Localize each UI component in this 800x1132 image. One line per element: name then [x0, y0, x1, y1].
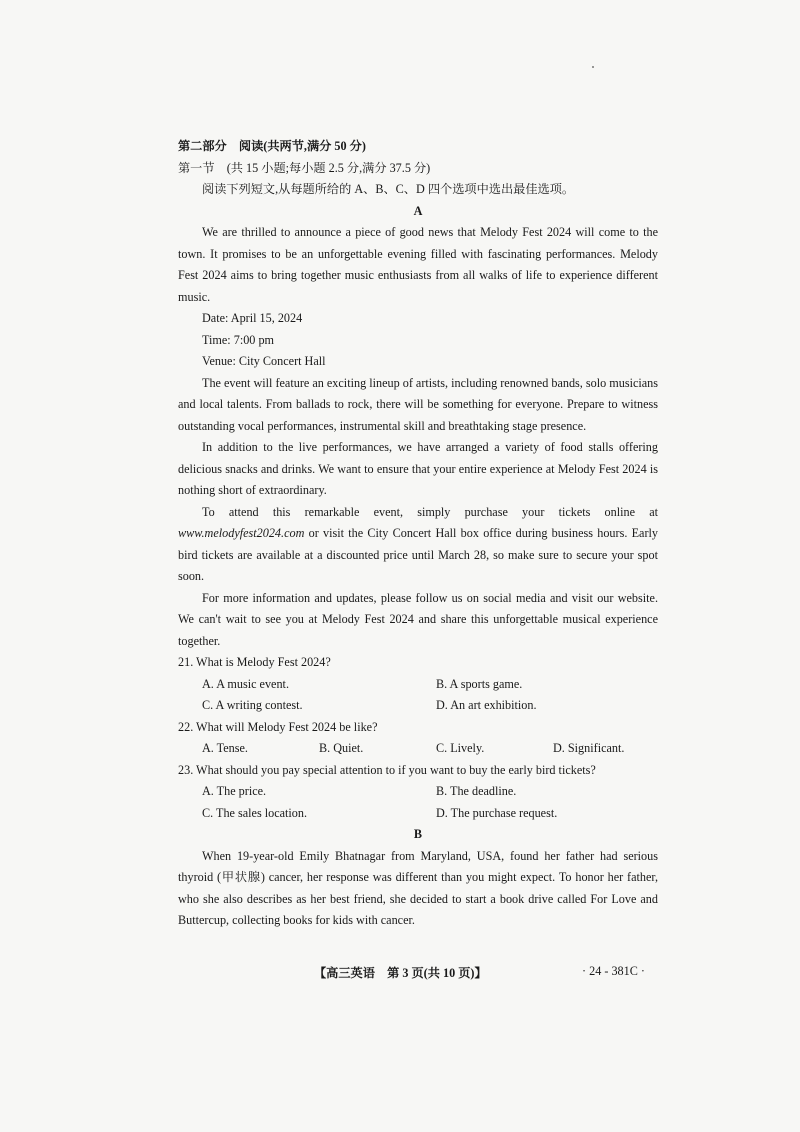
question-23-option-d: D. The purchase request. [436, 805, 558, 820]
paragraph-4-text-end: or visit the City Concert Hall box office during business hours. Early bird tickets are available at a discounted price until March 28, so make sure to secure your spot soon. [178, 526, 658, 583]
question-22-option-a: A. Tense. [202, 741, 248, 755]
section-subtitle: 第一节 (共 15 小题;每小题 2.5 分,满分 37.5 分) [178, 160, 431, 175]
passage-a-paragraph-4 [178, 502, 658, 588]
event-date: Date: April 15, 2024 [202, 311, 303, 325]
footer-exam-code: · 24 - 381C · [582, 964, 645, 978]
question-22-option-b: B. Quiet. [319, 741, 364, 755]
passage-a-letter: A [413, 203, 423, 218]
question-22-option-d: D. Significant. [553, 741, 625, 755]
paragraph-4-text-start: To attend this remarkable event, simply purchase your tickets online at [202, 504, 658, 519]
section-instruction: 阅读下列短文,从每题所给的 A、B、C、D 四个选项中选出最佳选项。 [202, 182, 575, 196]
passage-b-paragraph-1: When 19-year-old Emily Bhatnagar from Maryland, USA, found her father had serious thyroid (甲状腺) cancer, her response was different than you might expect. To honor her father, who she also describes as her best friend, she decided to start a book drive called For Love and Buttercup, collecting books for kids with cancer. [178, 848, 658, 927]
question-22-option-c: C. Lively. [436, 741, 485, 755]
passage-b-letter: B [413, 827, 423, 841]
question-22-options [178, 738, 658, 760]
question-21-stem: 21. What is Melody Fest 2024? [178, 655, 331, 669]
question-23-option-a: A. The price. [202, 784, 267, 798]
event-time: Time: 7:00 pm [202, 332, 275, 347]
question-21-option-d: D. An art exhibition. [436, 698, 537, 712]
question-21-option-c: C. A writing contest. [202, 698, 303, 712]
scan-speck [592, 66, 594, 68]
question-21-option-a: A. A music event. [202, 676, 289, 691]
website-url: www.melodyfest2024.com [178, 526, 305, 540]
question-21-options [178, 674, 658, 717]
question-23-option-c: C. The sales location. [202, 805, 308, 820]
passage-a-paragraph-5: For more information and updates, please follow us on social media and visit our website. We can't wait to see you at Melody Fest 2024 and share this unforgettable musical experience together. [178, 590, 658, 648]
passage-a-paragraph-3: In addition to the live performances, we have arranged a variety of food stalls offering delicious snacks and drinks. We want to ensure that your entire experience at Melody Fest 2024 is nothing short of extraordinary. [178, 440, 658, 497]
question-23-option-b: B. The deadline. [436, 784, 517, 798]
event-venue: Venue: City Concert Hall [202, 354, 326, 368]
page-content [178, 136, 658, 932]
footer-page-info: 【高三英语 第 3 页(共 10 页)】 [314, 966, 487, 980]
passage-a-paragraph-2: The event will feature an exciting lineup of artists, including renowned bands, solo musicians and local talents. From ballads to rock, there will be something for everyone. Prepare to witness outstanding vocal performances, instrumental skill and breathtaking stage presence. [178, 375, 658, 433]
passage-a-paragraph-1: We are thrilled to announce a piece of good news that Melody Fest 2024 will come to the town. It promises to be an unforgettable evening filled with fascinating performances. Melody Fest 2024 aims to bring together music enthusiasts from all walks of life to experience different music. [178, 225, 658, 304]
question-23-stem: 23. What should you pay special attention to if you want to buy the early bird tickets? [178, 762, 596, 777]
question-21-option-b: B. A sports game. [436, 676, 523, 691]
question-22-stem: 22. What will Melody Fest 2024 be like? [178, 719, 378, 734]
section-title: 第二部分 阅读(共两节,满分 50 分) [178, 139, 366, 153]
question-23-options [178, 781, 658, 824]
